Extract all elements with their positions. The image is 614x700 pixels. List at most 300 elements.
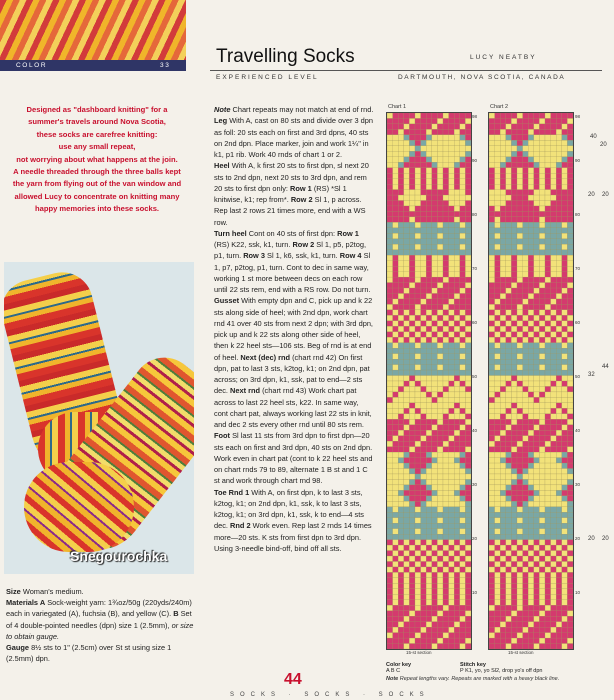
chart-cell bbox=[398, 168, 404, 173]
chart-cell bbox=[495, 304, 501, 309]
chart-cell bbox=[404, 447, 410, 452]
chart-cell bbox=[409, 479, 415, 484]
chart-cell bbox=[562, 244, 568, 249]
chart-cell bbox=[517, 611, 523, 616]
chart-cell bbox=[449, 222, 455, 227]
chart-cell bbox=[551, 151, 557, 156]
chart-cell bbox=[409, 151, 415, 156]
chart-cell bbox=[404, 644, 410, 649]
chart-cell bbox=[545, 293, 551, 298]
chart-cell bbox=[567, 627, 573, 632]
chart-cell bbox=[523, 206, 529, 211]
chart-cell bbox=[432, 283, 438, 288]
chart-cell bbox=[449, 321, 455, 326]
chart-cell bbox=[387, 179, 393, 184]
chart-cell bbox=[567, 474, 573, 479]
chart-cell bbox=[500, 233, 506, 238]
chart-cell bbox=[534, 556, 540, 561]
chart-cell bbox=[511, 436, 517, 441]
chart-cell bbox=[567, 490, 573, 495]
chart-cell bbox=[393, 441, 399, 446]
chart-cell bbox=[409, 173, 415, 178]
chart-cell bbox=[465, 129, 471, 134]
chart-cell bbox=[545, 157, 551, 162]
chart-cell bbox=[465, 496, 471, 501]
chart-cell bbox=[523, 261, 529, 266]
chart-cell bbox=[437, 392, 443, 397]
chart-cell bbox=[534, 430, 540, 435]
chart-cell bbox=[517, 638, 523, 643]
chart-cell bbox=[528, 348, 534, 353]
chart-cell bbox=[421, 233, 427, 238]
chart-cell bbox=[404, 436, 410, 441]
chart-cell bbox=[562, 157, 568, 162]
chart-cell bbox=[506, 463, 512, 468]
chart-cell bbox=[511, 129, 517, 134]
chart-cell bbox=[556, 332, 562, 337]
chart-cell bbox=[421, 386, 427, 391]
chart-cell bbox=[404, 272, 410, 277]
color-section-bar bbox=[0, 60, 186, 71]
chart-cell bbox=[449, 250, 455, 255]
chart-cell bbox=[460, 594, 466, 599]
chart-cell bbox=[528, 523, 534, 528]
chart-cell bbox=[495, 250, 501, 255]
chart-cell bbox=[465, 485, 471, 490]
chart-cell bbox=[432, 392, 438, 397]
chart-cell bbox=[556, 501, 562, 506]
chart-cell bbox=[562, 452, 568, 457]
chart-cell bbox=[465, 627, 471, 632]
chart-cell bbox=[511, 348, 517, 353]
chart-cell bbox=[426, 392, 432, 397]
chart-cell bbox=[460, 572, 466, 577]
chart-cell bbox=[432, 250, 438, 255]
chart-cell bbox=[528, 441, 534, 446]
chart-cell bbox=[460, 206, 466, 211]
turn-row4-text: Sl 1, p7, p2tog, p1, turn. Cont to dec in same way, working 1 st more between decs on each row until 22 sts rem, end with a RS row. Do not turn. bbox=[214, 251, 371, 294]
chart-cell bbox=[426, 616, 432, 621]
chart-cell bbox=[539, 605, 545, 610]
chart-cell bbox=[460, 140, 466, 145]
chart-cell bbox=[495, 272, 501, 277]
socks-photo bbox=[4, 262, 194, 574]
chart-cell bbox=[556, 244, 562, 249]
chart-cell bbox=[489, 447, 495, 452]
chart-cell bbox=[495, 261, 501, 266]
heel-row1-label: Row 1 bbox=[290, 183, 312, 193]
chart-cell bbox=[551, 474, 557, 479]
chart-cell bbox=[398, 321, 404, 326]
chart-cell bbox=[398, 638, 404, 643]
chart-cell bbox=[398, 376, 404, 381]
chart-cell bbox=[517, 594, 523, 599]
chart-cell bbox=[534, 359, 540, 364]
chart-cell bbox=[567, 529, 573, 534]
chart-cell bbox=[551, 507, 557, 512]
chart-cell bbox=[528, 288, 534, 293]
chart-cell bbox=[404, 304, 410, 309]
chart-cell bbox=[409, 255, 415, 260]
chart-cell bbox=[398, 529, 404, 534]
chart-cell bbox=[528, 644, 534, 649]
chart-cell bbox=[443, 600, 449, 605]
chart-cell bbox=[460, 605, 466, 610]
chart-cell bbox=[465, 179, 471, 184]
chart-cell bbox=[465, 414, 471, 419]
chart-cell bbox=[437, 157, 443, 162]
chart-cell bbox=[511, 561, 517, 566]
chart-cell bbox=[511, 441, 517, 446]
chart-cell bbox=[387, 545, 393, 550]
chart-cell bbox=[437, 419, 443, 424]
chart-cell bbox=[539, 304, 545, 309]
gusset-label: Gusset bbox=[214, 296, 240, 306]
chart-cell bbox=[409, 140, 415, 145]
chart-cell bbox=[511, 157, 517, 162]
chart-cell bbox=[556, 250, 562, 255]
chart-cell bbox=[551, 211, 557, 216]
chart-cell bbox=[556, 233, 562, 238]
chart-cell bbox=[562, 518, 568, 523]
chart-cell bbox=[460, 469, 466, 474]
chart-cell bbox=[432, 408, 438, 413]
chart-cell bbox=[551, 551, 557, 556]
chart-cell bbox=[437, 244, 443, 249]
repeat-marker: 20 bbox=[602, 536, 609, 542]
chart-cell bbox=[528, 622, 534, 627]
chart-cell bbox=[449, 611, 455, 616]
gusset-text: With empty dpn and C, pick up and k 22 sts along side of heel; with 2nd dpn, work chart rnd 41 over 40 sts from next 2 dpn; with 3rd dpn, pick up and k 22 sts along other side of heel, then k 22 heel sts—106 sts. Beg of rnd is at end of heel. bbox=[214, 296, 373, 362]
chart-cell bbox=[534, 540, 540, 545]
chart-cell bbox=[387, 479, 393, 484]
chart-cell bbox=[539, 572, 545, 577]
chart-cell bbox=[432, 594, 438, 599]
chart-cell bbox=[556, 452, 562, 457]
chart-cell bbox=[556, 277, 562, 282]
chart-cell bbox=[556, 600, 562, 605]
chart-cell bbox=[506, 622, 512, 627]
chart-cell bbox=[437, 556, 443, 561]
chart-cell bbox=[421, 146, 427, 151]
chart-cell bbox=[454, 589, 460, 594]
chart-cell bbox=[517, 479, 523, 484]
chart-cell bbox=[437, 343, 443, 348]
chart-cell bbox=[387, 228, 393, 233]
chart-cell bbox=[545, 611, 551, 616]
chart-cell bbox=[556, 633, 562, 638]
chart-cell bbox=[528, 436, 534, 441]
chart-cell bbox=[511, 518, 517, 523]
chart-cell bbox=[460, 381, 466, 386]
chart-cell bbox=[562, 479, 568, 484]
chart-cell bbox=[539, 458, 545, 463]
chart-cell bbox=[523, 605, 529, 610]
chart-cell bbox=[489, 140, 495, 145]
chart-cell bbox=[393, 381, 399, 386]
chart-cell bbox=[393, 627, 399, 632]
chart-cell bbox=[454, 485, 460, 490]
chart-cell bbox=[449, 283, 455, 288]
chart-cell bbox=[567, 381, 573, 386]
chart-cell bbox=[415, 490, 421, 495]
chart-cell bbox=[567, 485, 573, 490]
chart-cell bbox=[523, 201, 529, 206]
chart-cell bbox=[404, 228, 410, 233]
chart-cell bbox=[393, 239, 399, 244]
chart-cell bbox=[517, 244, 523, 249]
chart-cell bbox=[567, 376, 573, 381]
chart1-title: Chart 1 bbox=[388, 104, 407, 110]
chart-cell bbox=[426, 561, 432, 566]
chart-cell bbox=[528, 157, 534, 162]
chart-cell bbox=[489, 217, 495, 222]
chart-cell bbox=[539, 299, 545, 304]
chart-cell bbox=[523, 386, 529, 391]
chart-cell bbox=[556, 255, 562, 260]
chart-cell bbox=[506, 135, 512, 140]
chart-cell bbox=[454, 195, 460, 200]
chart-cell bbox=[500, 419, 506, 424]
chart-cell bbox=[398, 622, 404, 627]
chart-cell bbox=[517, 354, 523, 359]
chart-cell bbox=[562, 206, 568, 211]
chart-cell bbox=[495, 201, 501, 206]
chart-cell bbox=[409, 474, 415, 479]
chart-cell bbox=[432, 458, 438, 463]
chart-cell bbox=[495, 222, 501, 227]
chart-cell bbox=[551, 233, 557, 238]
chart-cell bbox=[539, 474, 545, 479]
chart-cell bbox=[545, 545, 551, 550]
chart-cell bbox=[545, 594, 551, 599]
chart-cell bbox=[398, 556, 404, 561]
chart-cell bbox=[393, 638, 399, 643]
chart-cell bbox=[517, 293, 523, 298]
chart-cell bbox=[523, 129, 529, 134]
chart-cell bbox=[528, 589, 534, 594]
chart-cell bbox=[500, 540, 506, 545]
chart-cell bbox=[415, 239, 421, 244]
chart-cell bbox=[443, 118, 449, 123]
chart-cell bbox=[415, 441, 421, 446]
chart-cell bbox=[449, 272, 455, 277]
chart-cell bbox=[562, 616, 568, 621]
chart-cell bbox=[539, 124, 545, 129]
chart-cell bbox=[415, 326, 421, 331]
intro-blurb bbox=[8, 104, 186, 216]
chart-cell bbox=[404, 414, 410, 419]
chart-cell bbox=[387, 201, 393, 206]
chart-cell bbox=[443, 135, 449, 140]
chart-cell bbox=[443, 173, 449, 178]
chart-cell bbox=[551, 129, 557, 134]
chart-cell bbox=[415, 397, 421, 402]
chart-cell bbox=[415, 447, 421, 452]
chart-cell bbox=[517, 261, 523, 266]
turn-row3-label: Row 3 bbox=[243, 251, 265, 261]
chart-cell bbox=[506, 168, 512, 173]
chart-cell bbox=[511, 414, 517, 419]
chart-cell bbox=[506, 561, 512, 566]
chart-cell bbox=[443, 244, 449, 249]
chart-cell bbox=[421, 490, 427, 495]
chart-cell bbox=[489, 605, 495, 610]
chart-cell bbox=[545, 474, 551, 479]
chart-cell bbox=[539, 288, 545, 293]
chart-cell bbox=[528, 572, 534, 577]
chart-cell bbox=[404, 146, 410, 151]
chart-cell bbox=[409, 572, 415, 577]
chart-cell bbox=[432, 376, 438, 381]
chart-cell bbox=[534, 469, 540, 474]
chart-cell bbox=[432, 572, 438, 577]
chart-cell bbox=[465, 512, 471, 517]
chart-cell bbox=[506, 425, 512, 430]
chart-cell bbox=[556, 518, 562, 523]
chart-cell bbox=[415, 255, 421, 260]
chart-cell bbox=[528, 343, 534, 348]
chart-cell bbox=[454, 633, 460, 638]
chart-cell bbox=[454, 430, 460, 435]
chart-cell bbox=[409, 244, 415, 249]
chart-cell bbox=[398, 474, 404, 479]
chart-cell bbox=[523, 304, 529, 309]
chart-cell bbox=[437, 397, 443, 402]
chart-cell bbox=[489, 250, 495, 255]
chart-cell bbox=[511, 222, 517, 227]
chart-cell bbox=[387, 556, 393, 561]
chart-cell bbox=[511, 135, 517, 140]
chart-cell bbox=[432, 605, 438, 610]
chart-cell bbox=[511, 397, 517, 402]
chart-cell bbox=[393, 556, 399, 561]
chart-cell bbox=[506, 315, 512, 320]
chart-cell bbox=[517, 190, 523, 195]
chart-cell bbox=[534, 277, 540, 282]
chart-cell bbox=[511, 567, 517, 572]
chart-cell bbox=[523, 299, 529, 304]
chart-cell bbox=[465, 578, 471, 583]
chart-cell bbox=[398, 386, 404, 391]
chart-cell bbox=[489, 277, 495, 282]
chart-cell bbox=[545, 425, 551, 430]
chart2-row-label: 10 bbox=[575, 590, 581, 595]
chart2-row-label: 50 bbox=[575, 374, 581, 379]
chart2-row-label: 30 bbox=[575, 482, 581, 487]
chart-cell bbox=[454, 277, 460, 282]
chart-cell bbox=[387, 359, 393, 364]
chart-cell bbox=[562, 633, 568, 638]
chart-cell bbox=[443, 529, 449, 534]
chart-cell bbox=[426, 337, 432, 342]
chart-cell bbox=[528, 233, 534, 238]
chart-cell bbox=[562, 430, 568, 435]
chart-cell bbox=[398, 501, 404, 506]
chart-cell bbox=[517, 283, 523, 288]
chart-cell bbox=[432, 293, 438, 298]
chart-cell bbox=[495, 600, 501, 605]
chart-cell bbox=[460, 272, 466, 277]
chart-cell bbox=[465, 244, 471, 249]
chart-cell bbox=[454, 118, 460, 123]
chart-cell bbox=[449, 441, 455, 446]
chart-cell bbox=[539, 283, 545, 288]
chart-cell bbox=[449, 408, 455, 413]
chart-cell bbox=[556, 507, 562, 512]
chart-cell bbox=[562, 490, 568, 495]
chart-cell bbox=[562, 589, 568, 594]
chart-cell bbox=[415, 370, 421, 375]
chart-cell bbox=[528, 600, 534, 605]
chart-cell bbox=[534, 458, 540, 463]
chart-cell bbox=[567, 583, 573, 588]
chart-cell bbox=[539, 403, 545, 408]
chart-cell bbox=[489, 129, 495, 134]
chart-cell bbox=[398, 228, 404, 233]
chart1-row-label: 80 bbox=[472, 212, 478, 217]
chart-cell bbox=[534, 151, 540, 156]
chart-cell bbox=[551, 266, 557, 271]
chart-cell bbox=[421, 315, 427, 320]
chart-cell bbox=[465, 233, 471, 238]
chart-cell bbox=[495, 638, 501, 643]
chart-cell bbox=[500, 157, 506, 162]
chart-cell bbox=[545, 370, 551, 375]
chart-cell bbox=[500, 469, 506, 474]
chart-cell bbox=[556, 397, 562, 402]
chart-cell bbox=[534, 501, 540, 506]
chart-cell bbox=[500, 392, 506, 397]
chart-cell bbox=[556, 222, 562, 227]
chart-cell bbox=[432, 622, 438, 627]
chart-cell bbox=[454, 135, 460, 140]
chart-cell bbox=[556, 381, 562, 386]
chart-cell bbox=[437, 228, 443, 233]
intro-line: happy memories into these socks. bbox=[34, 204, 160, 214]
chart-cell bbox=[421, 561, 427, 566]
chart-cell bbox=[517, 578, 523, 583]
chart-cell bbox=[528, 250, 534, 255]
chart-cell bbox=[437, 376, 443, 381]
chart-cell bbox=[500, 589, 506, 594]
chart-cell bbox=[495, 605, 501, 610]
chart-cell bbox=[404, 343, 410, 348]
chart-cell bbox=[421, 397, 427, 402]
chart-cell bbox=[415, 600, 421, 605]
chart-cell bbox=[539, 359, 545, 364]
chart-cell bbox=[415, 633, 421, 638]
chart-cell bbox=[432, 217, 438, 222]
chart-cell bbox=[421, 485, 427, 490]
chart-cell bbox=[567, 129, 573, 134]
chart-cell bbox=[432, 315, 438, 320]
chart-cell bbox=[489, 600, 495, 605]
chart-cell bbox=[443, 190, 449, 195]
chart-cell bbox=[562, 184, 568, 189]
chart-cell bbox=[393, 583, 399, 588]
chart-cell bbox=[523, 452, 529, 457]
chart-cell bbox=[432, 474, 438, 479]
chart-cell bbox=[398, 206, 404, 211]
chart-cell bbox=[567, 146, 573, 151]
chart-cell bbox=[454, 408, 460, 413]
chart-cell bbox=[421, 195, 427, 200]
chart-cell bbox=[511, 211, 517, 216]
chart-cell bbox=[495, 529, 501, 534]
chart-cell bbox=[511, 501, 517, 506]
chart-cell bbox=[443, 255, 449, 260]
